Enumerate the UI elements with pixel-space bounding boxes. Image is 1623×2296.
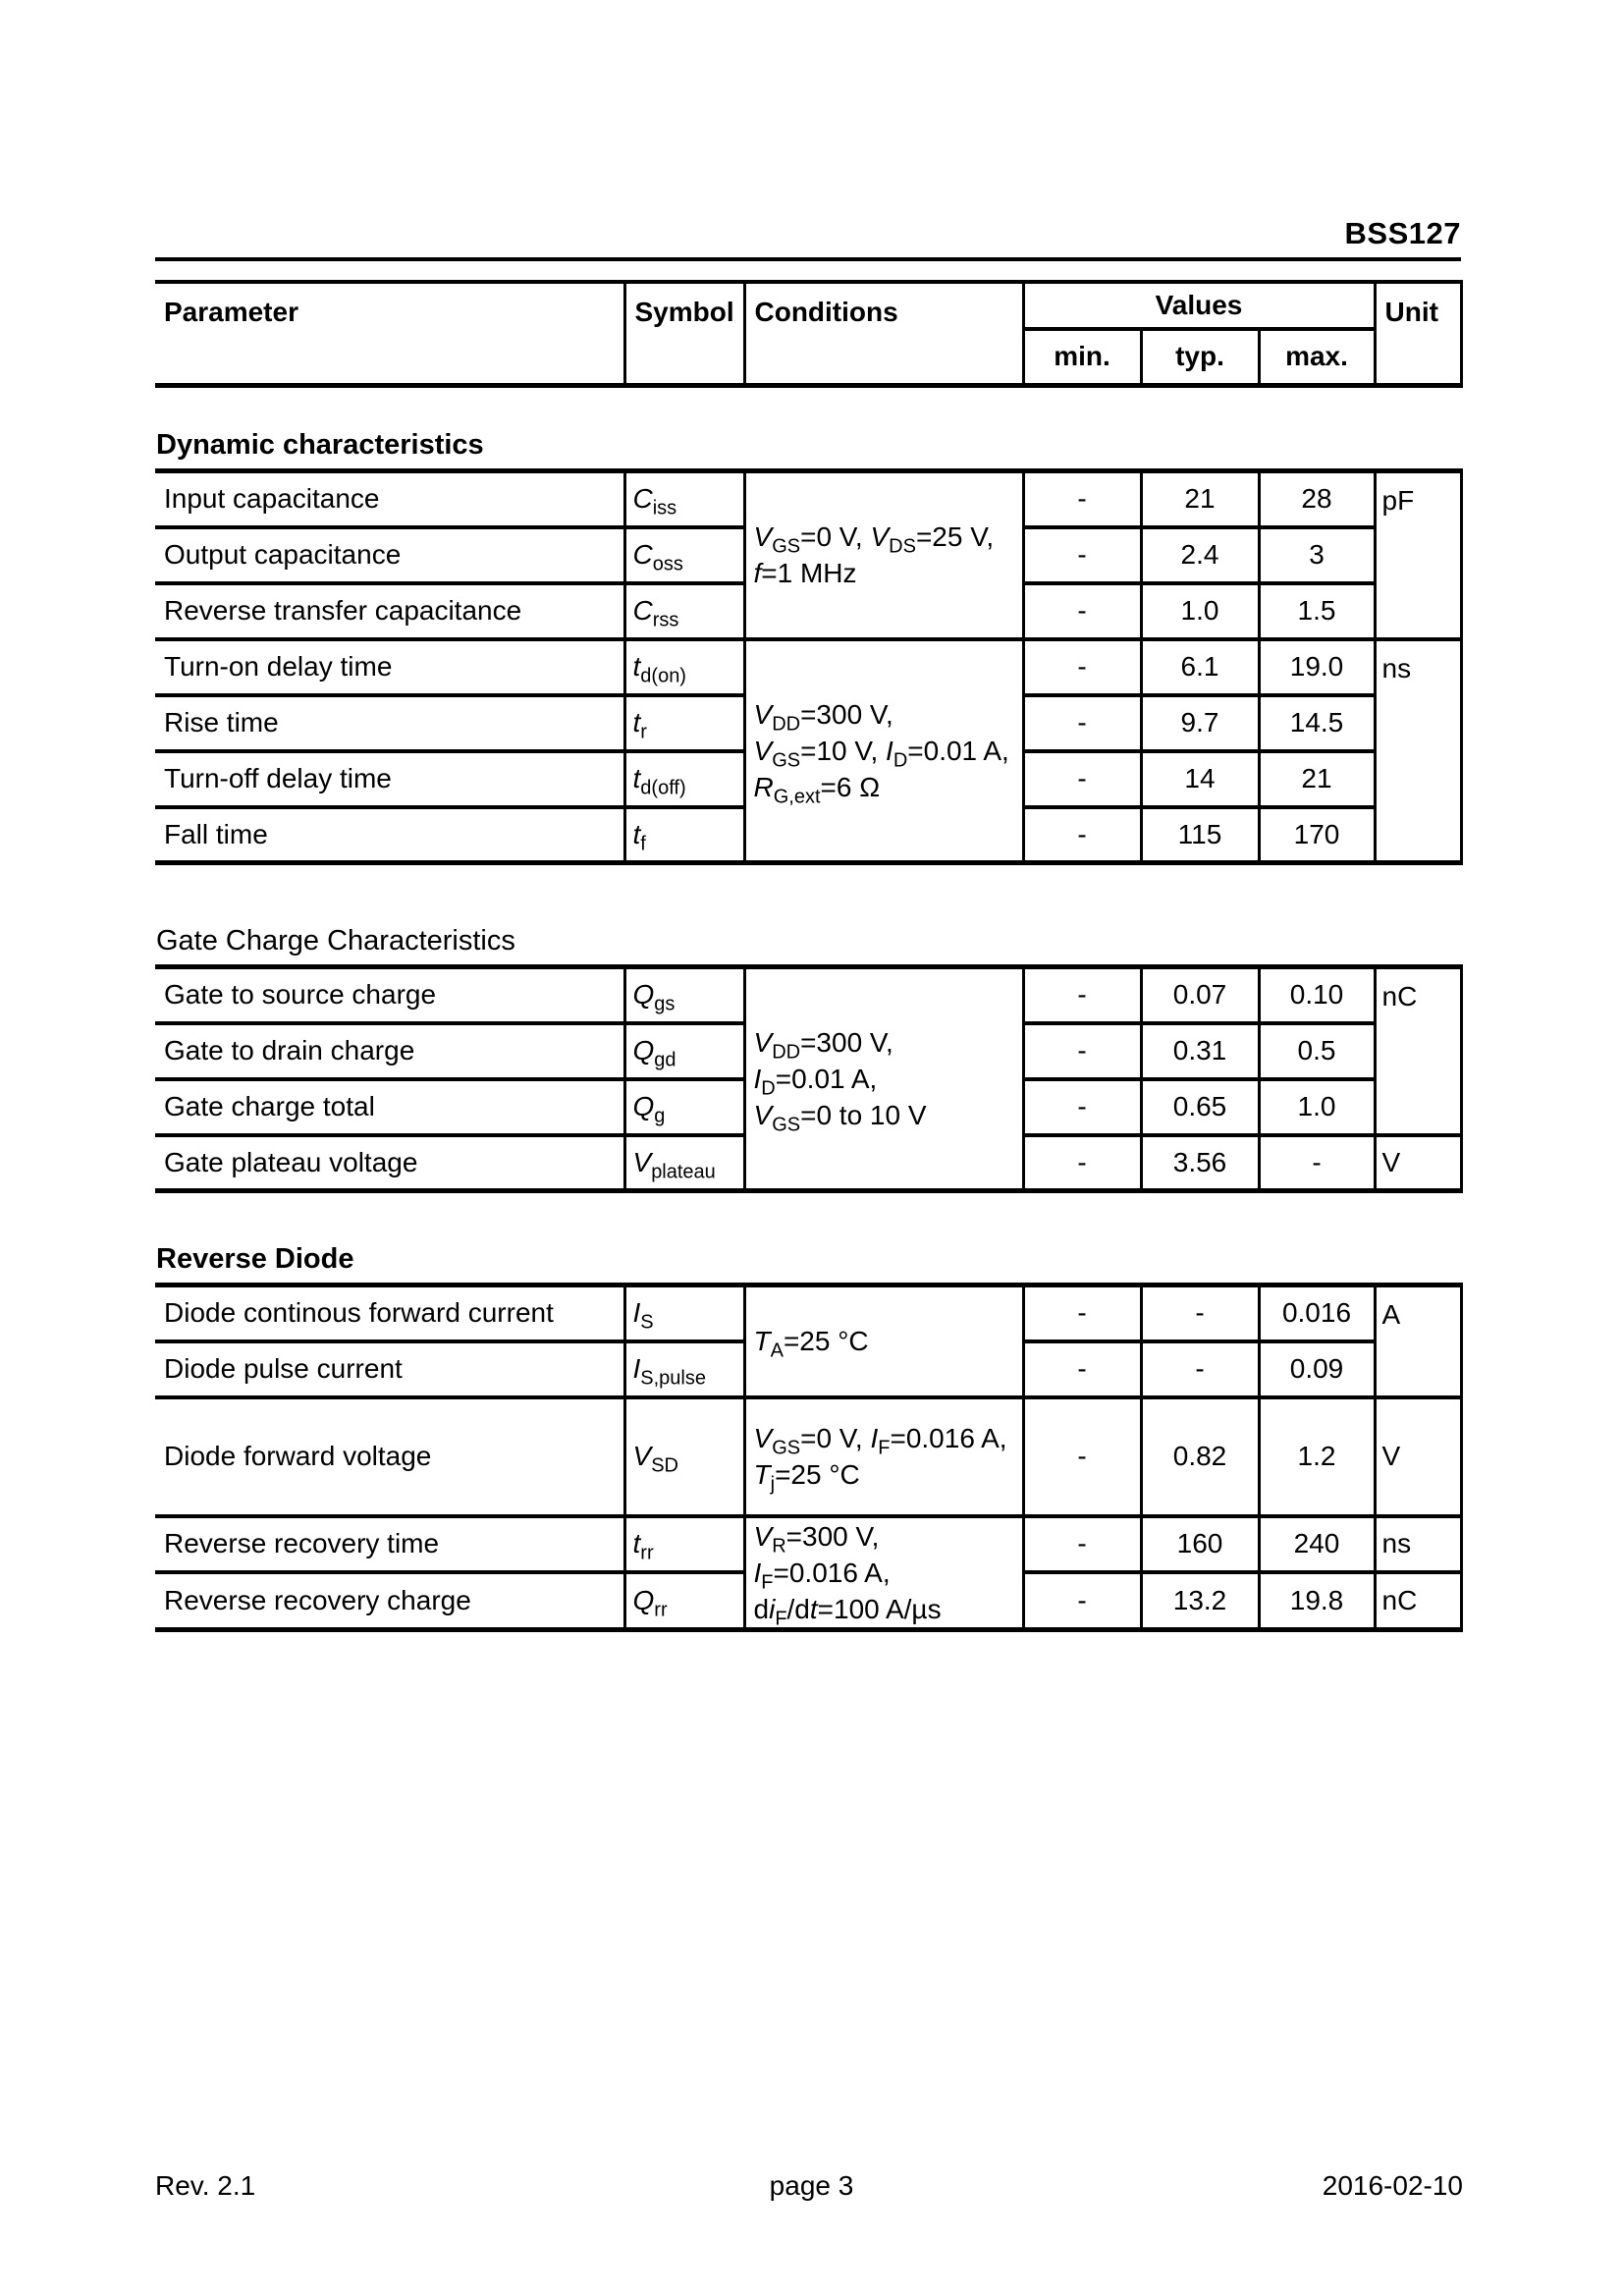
symbol-cell: $Q_g$: [624, 1079, 744, 1135]
symbol-cell: $t_f$: [624, 807, 744, 863]
min-cell: -: [1023, 639, 1141, 695]
max-cell: -: [1259, 1135, 1375, 1191]
parameter-cell: Turn-off delay time: [155, 751, 624, 807]
min-cell: -: [1023, 1135, 1141, 1191]
header-typ: typ.: [1141, 329, 1259, 385]
data-table: [155, 468, 1463, 865]
max-cell: 240: [1259, 1516, 1375, 1573]
typ-cell: 2.4: [1141, 527, 1259, 583]
typ-cell: 9.7: [1141, 695, 1259, 751]
max-cell: 0.016: [1259, 1285, 1375, 1341]
data-table: [155, 964, 1463, 1193]
max-cell: 1.5: [1259, 583, 1375, 639]
revision-label: Rev. 2.1: [155, 2170, 256, 2201]
symbol-cell: $C_{oss}$: [624, 527, 744, 583]
parameter-cell: Reverse transfer capacitance: [155, 583, 624, 639]
min-cell: -: [1023, 471, 1141, 527]
typ-cell: -: [1141, 1285, 1259, 1341]
min-cell: -: [1023, 1516, 1141, 1573]
parameter-cell: Gate plateau voltage: [155, 1135, 624, 1191]
unit-cell: nC: [1375, 967, 1461, 1135]
parameter-cell: Turn-on delay time: [155, 639, 624, 695]
max-cell: 19.8: [1259, 1572, 1375, 1629]
symbol-cell: $Q_{gd}$: [624, 1023, 744, 1079]
header-conditions: Conditions: [744, 282, 1023, 385]
max-cell: 0.5: [1259, 1023, 1375, 1079]
typ-cell: 3.56: [1141, 1135, 1259, 1191]
max-cell: 1.0: [1259, 1079, 1375, 1135]
unit-cell: V: [1375, 1397, 1461, 1516]
symbol-cell: $Q_{gs}$: [624, 967, 744, 1023]
header-min: min.: [1023, 329, 1141, 385]
symbol-cell: $V_{SD}$: [624, 1397, 744, 1516]
min-cell: -: [1023, 1023, 1141, 1079]
symbol-cell: $t_{rr}$: [624, 1516, 744, 1573]
min-cell: -: [1023, 695, 1141, 751]
conditions-cell: $T_A=25$ °C: [744, 1285, 1023, 1397]
max-cell: 1.2: [1259, 1397, 1375, 1516]
table-row: [155, 639, 1461, 695]
parameter-cell: Gate to source charge: [155, 967, 624, 1023]
parameter-cell: Gate charge total: [155, 1079, 624, 1135]
symbol-cell: $t_{d(on)}$: [624, 639, 744, 695]
min-cell: -: [1023, 1079, 1141, 1135]
parameter-cell: Output capacitance: [155, 527, 624, 583]
table-row: [155, 967, 1461, 1023]
max-cell: 14.5: [1259, 695, 1375, 751]
parameter-cell: Fall time: [155, 807, 624, 863]
conditions-cell: $V_R=300$ V, $I_F=0.016$ A, $di_F/dt=100$ A/µs: [744, 1516, 1023, 1630]
section: [155, 924, 1461, 1193]
conditions-cell: $V_{DD}=300$ V, $V_{GS}=10$ V, $I_D=0.01$ A, $R_{G,ext}=6$ Ω: [744, 639, 1023, 863]
unit-cell: nC: [1375, 1572, 1461, 1629]
max-cell: 21: [1259, 751, 1375, 807]
parameter-cell: Diode continous forward current: [155, 1285, 624, 1341]
min-cell: -: [1023, 1341, 1141, 1397]
typ-cell: 0.07: [1141, 967, 1259, 1023]
parameter-cell: Reverse recovery time: [155, 1516, 624, 1573]
data-table: [155, 1283, 1463, 1632]
symbol-cell: $C_{rss}$: [624, 583, 744, 639]
typ-cell: 160: [1141, 1516, 1259, 1573]
sections: [155, 0, 1461, 2296]
unit-cell: ns: [1375, 1516, 1461, 1573]
typ-cell: 6.1: [1141, 639, 1259, 695]
max-cell: 0.09: [1259, 1341, 1375, 1397]
typ-cell: 13.2: [1141, 1572, 1259, 1629]
max-cell: 19.0: [1259, 639, 1375, 695]
typ-cell: 0.65: [1141, 1079, 1259, 1135]
table-row: [155, 1516, 1461, 1573]
header-max: max.: [1259, 329, 1375, 385]
typ-cell: -: [1141, 1341, 1259, 1397]
symbol-cell: $I_{S,pulse}$: [624, 1341, 744, 1397]
date-label: 2016-02-10: [1322, 2170, 1463, 2201]
min-cell: -: [1023, 527, 1141, 583]
min-cell: -: [1023, 1285, 1141, 1341]
conditions-cell: $V_{GS}=0$ V, $V_{DS}=25$ V, f=1 MHz: [744, 471, 1023, 639]
conditions-cell: $V_{DD}=300$ V, $I_D=0.01$ A, $V_{GS}=0$ to 10 V: [744, 967, 1023, 1191]
max-cell: 0.10: [1259, 967, 1375, 1023]
table-row: [155, 1397, 1461, 1516]
typ-cell: 0.82: [1141, 1397, 1259, 1516]
min-cell: -: [1023, 967, 1141, 1023]
symbol-cell: $V_{plateau}$: [624, 1135, 744, 1191]
max-cell: 3: [1259, 527, 1375, 583]
table-row: [155, 1285, 1461, 1341]
symbol-cell: $t_r$: [624, 695, 744, 751]
header-parameter: Parameter: [155, 282, 624, 385]
unit-cell: ns: [1375, 639, 1461, 863]
section-title: Gate Charge Characteristics: [156, 925, 515, 957]
parameter-cell: Gate to drain charge: [155, 1023, 624, 1079]
header-unit: Unit: [1375, 282, 1461, 385]
page-title: BSS127: [1344, 216, 1461, 250]
unit-cell: A: [1375, 1285, 1461, 1397]
min-cell: -: [1023, 1397, 1141, 1516]
section-title: Dynamic characteristics: [156, 429, 484, 461]
symbol-cell: $Q_{rr}$: [624, 1572, 744, 1629]
symbol-cell: $I_S$: [624, 1285, 744, 1341]
typ-cell: 21: [1141, 471, 1259, 527]
table-row: [155, 471, 1461, 527]
section-title: Reverse Diode: [156, 1243, 354, 1275]
parameter-cell: Rise time: [155, 695, 624, 751]
typ-cell: 0.31: [1141, 1023, 1259, 1079]
max-cell: 28: [1259, 471, 1375, 527]
typ-cell: 14: [1141, 751, 1259, 807]
min-cell: -: [1023, 583, 1141, 639]
typ-cell: 1.0: [1141, 583, 1259, 639]
symbol-cell: $t_{d(off)}$: [624, 751, 744, 807]
parameter-cell: Diode forward voltage: [155, 1397, 624, 1516]
page-number: page 3: [769, 2170, 854, 2201]
typ-cell: 115: [1141, 807, 1259, 863]
header-symbol: Symbol: [624, 282, 744, 385]
min-cell: -: [1023, 751, 1141, 807]
section: [155, 1242, 1461, 1632]
min-cell: -: [1023, 1572, 1141, 1629]
section: [155, 428, 1461, 865]
header-values: Values: [1023, 282, 1375, 329]
parameter-cell: Diode pulse current: [155, 1341, 624, 1397]
symbol-cell: $C_{iss}$: [624, 471, 744, 527]
parameter-cell: Input capacitance: [155, 471, 624, 527]
parameter-cell: Reverse recovery charge: [155, 1572, 624, 1629]
min-cell: -: [1023, 807, 1141, 863]
conditions-cell: $V_{GS}=0$ V, $I_F=0.016$ A, $T_j=25$ °C: [744, 1397, 1023, 1516]
max-cell: 170: [1259, 807, 1375, 863]
unit-cell: pF: [1375, 471, 1461, 639]
unit-cell: V: [1375, 1135, 1461, 1191]
